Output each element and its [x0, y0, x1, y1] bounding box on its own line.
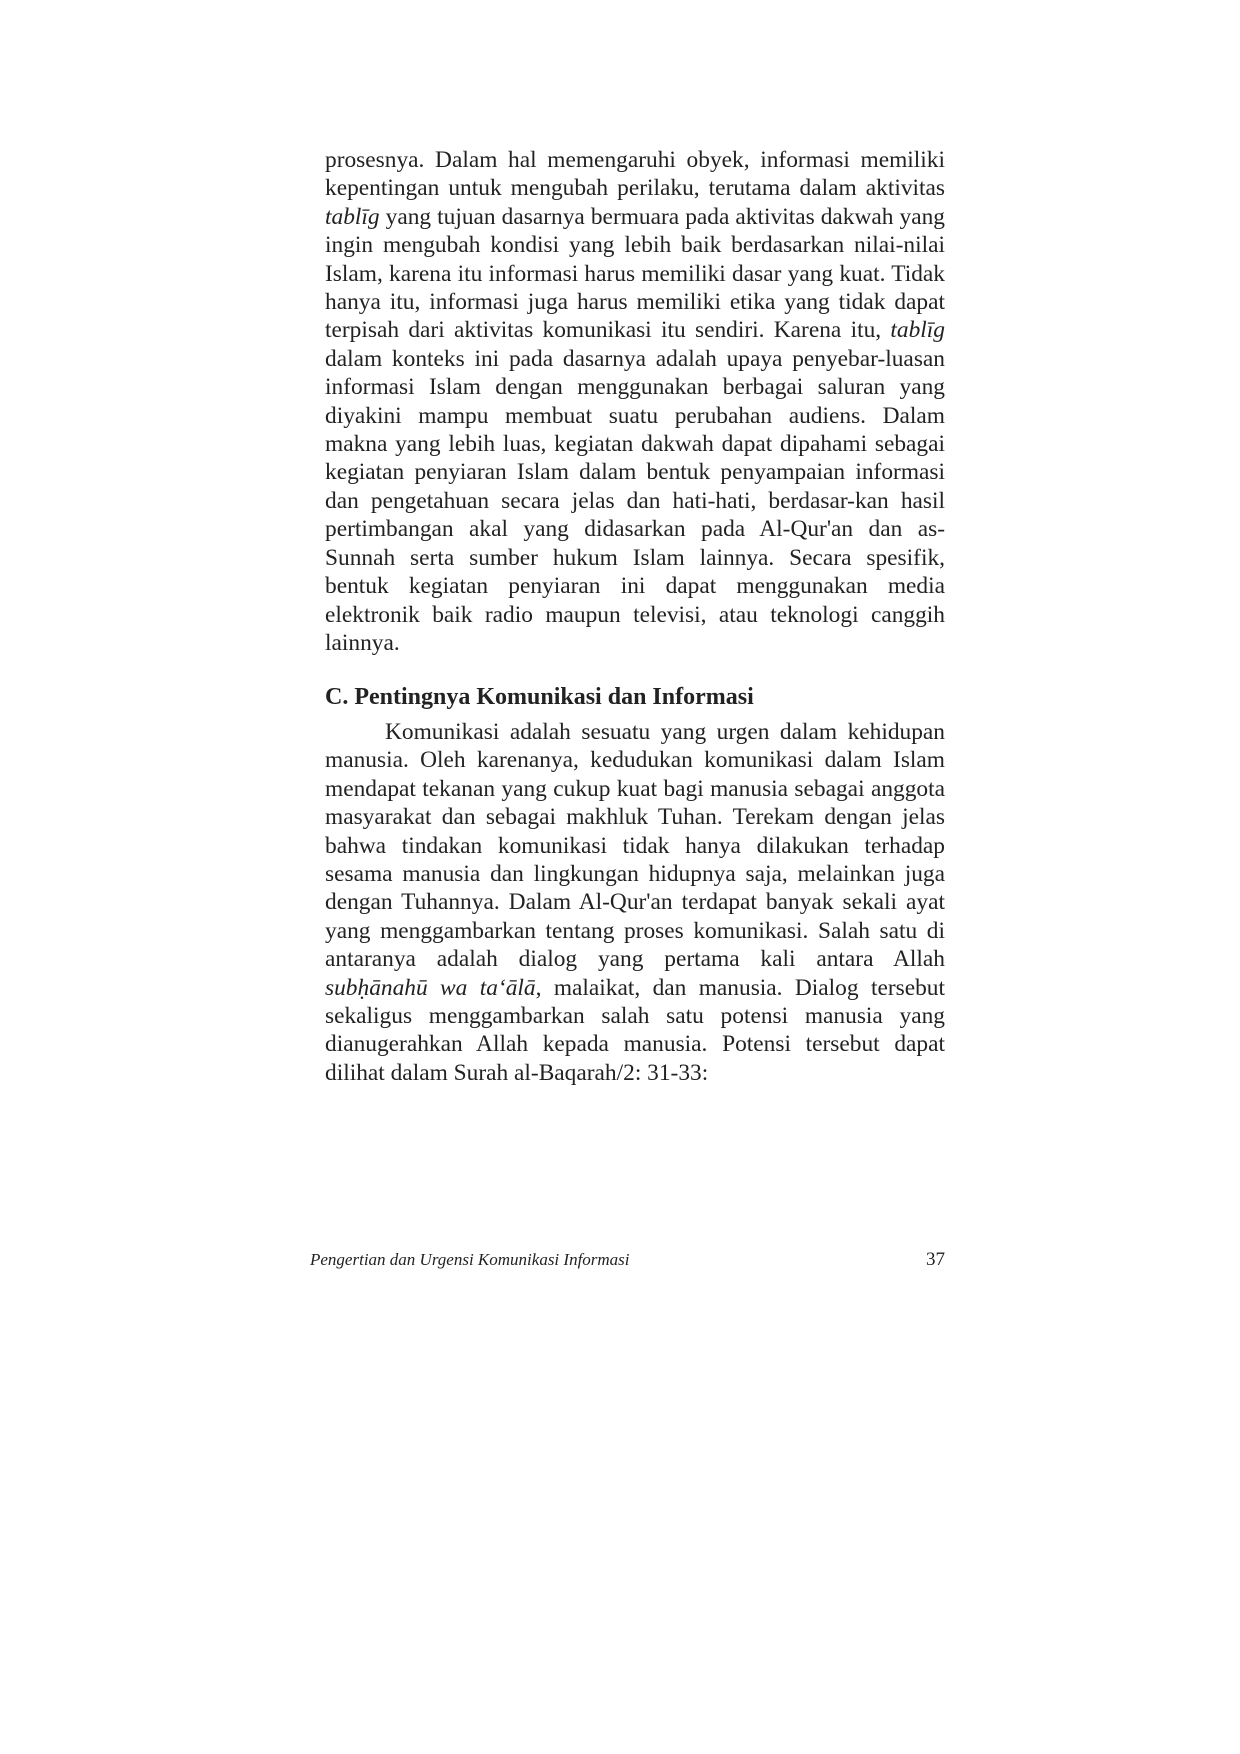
paragraph-text-run: Komunikasi adalah sesuatu yang urgen dalam kehidupan manusia. Oleh karenanya, kedudukan komunikasi dalam Islam mendapat tekanan yang cukup kuat bagi manusia sebagai anggota masyarakat dan sebagai makhluk Tuhan. Terekam dengan jelas bahwa tindakan komunikasi tidak hanya dilakukan terhadap sesama manusia dan lingkungan hidupnya saja, melainkan juga dengan Tuhannya. Dalam Al-Qur'an terdapat banyak sekali ayat yang menggambarkan tentang proses komunikasi. Salah satu di antaranya adalah dialog yang pertama kali antara Allah [325, 719, 945, 973]
paragraph-text-run: , malaikat, dan manusia. Dialog tersebut sekaligus menggambarkan salah satu potensi manusia yang dianugerahkan Allah kepada manusia. Potensi tersebut dapat dilihat dalam Surah al-Baqarah/2: 31-33: [325, 974, 945, 1086]
body-paragraph-2 [325, 718, 945, 1087]
paragraph-text-run: yang tujuan dasarnya bermuara pada aktivitas dakwah yang ingin mengubah kondisi yang lebih baik berdasarkan nilai-nilai Islam, karena itu informasi harus memiliki dasar yang kuat. Tidak hanya itu, informasi juga harus memiliki etika yang tidak dapat terpisah dari aktivitas komunikasi itu sendiri. Karena itu, [325, 203, 945, 344]
italic-term-subhanahu: subḥānahū wa ta‘ālā [325, 974, 536, 1001]
page-number: 37 [926, 1249, 945, 1270]
page-footer [310, 1248, 945, 1272]
paragraph-text-run: dalam konteks ini pada dasarnya adalah upaya penyebar-luasan informasi Islam dengan menggunakan berbagai saluran yang diyakini mampu membuat suatu perubahan audiens. Dalam makna yang lebih luas, kegiatan dakwah dapat dipahami sebagai kegiatan penyiaran Islam dalam bentuk penyampaian informasi dan pengetahuan secara jelas dan hati-hati, berdasar-kan hasil pertimbangan akal yang didasarkan pada Al-Qur'an dan as-Sunnah serta sumber hukum Islam lainnya. Secara spesifik, bentuk kegiatan penyiaran ini dapat menggunakan media elektronik baik radio maupun televisi, atau teknologi canggih lainnya. [325, 345, 945, 656]
italic-term-tablig: tablīg [890, 317, 945, 344]
section-heading: C. Pentingnya Komunikasi dan Informasi [325, 684, 754, 710]
running-title: Pengertian dan Urgensi Komunikasi Informasi [310, 1250, 630, 1269]
body-paragraph-1 [325, 146, 945, 657]
italic-term-tablig: tablīg [325, 203, 380, 230]
paragraph-text-run: prosesnya. Dalam hal memengaruhi obyek, informasi memiliki kepentingan untuk mengubah perilaku, terutama dalam aktivitas [325, 147, 945, 202]
